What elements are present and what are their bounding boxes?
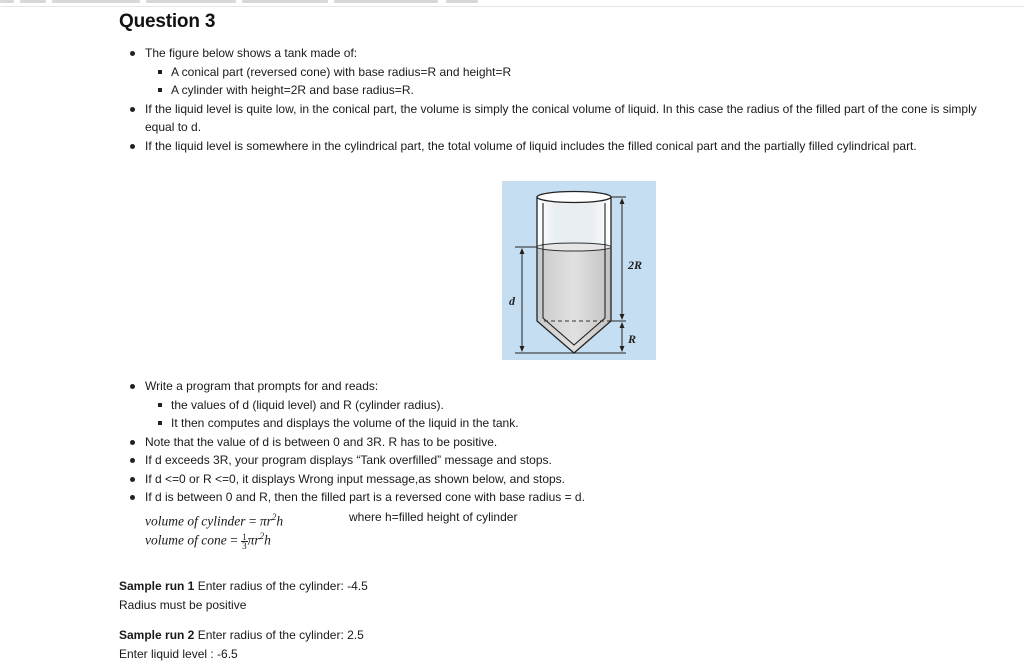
tab-stub[interactable]: [52, 0, 140, 3]
formula-block: [145, 508, 283, 546]
formula-eq: =: [230, 533, 238, 548]
task-bullet: If d is between 0 and R, then the filled part is a reversed cone with base radius = d.: [119, 488, 1009, 507]
tank-part-item: A conical part (reversed cone) with base radius=R and height=R: [145, 63, 1009, 82]
question-content: [119, 10, 1009, 155]
intro-bullet: If the liquid level is somewhere in the cylindrical part, the total volume of liquid includes the filled conical part and the partially filled cylindrical part.: [119, 137, 1009, 156]
sample-run-line: [119, 577, 368, 596]
task-bullet: If d exceeds 3R, your program displays “Tank overfilled” message and stops.: [119, 451, 1009, 470]
sample-run-1: [119, 577, 368, 614]
intro-bullet: [119, 44, 1009, 100]
task-bullet: [119, 377, 1009, 433]
question-title: Question 3: [119, 10, 1009, 34]
task-sub-item: the values of d (liquid level) and R (cylinder radius).: [145, 396, 1009, 415]
task-bullet-text: Write a program that prompts for and reads:: [145, 379, 378, 393]
tab-stub[interactable]: [446, 0, 478, 3]
task-bullet: If d <=0 or R <=0, it displays Wrong input message,as shown below, and stops.: [119, 470, 1009, 489]
formula-cone-rhs: πr: [248, 533, 260, 548]
sample-run-line: [119, 626, 364, 645]
sample-run-label: Sample run 1: [119, 579, 194, 593]
tank-part-item: A cylinder with height=2R and base radius=R.: [145, 81, 1009, 100]
sample-run-output: Enter liquid level : -6.5: [119, 645, 364, 663]
intro-list: [119, 44, 1009, 155]
formula-cyl-h: h: [276, 514, 283, 529]
dimension-d-arrow-up: [520, 248, 525, 254]
tab-stub[interactable]: [146, 0, 236, 3]
sample-run-prompt: Enter radius of the cylinder: 2.5: [198, 628, 364, 642]
dimension-2r-arrow-up: [620, 198, 625, 204]
task-sub-list: [145, 396, 1009, 433]
header-divider: [0, 6, 1024, 7]
formula-eq: =: [249, 514, 257, 529]
formula-cylinder: [145, 508, 283, 527]
label-2r: 2R: [627, 258, 642, 272]
formula-cone: [145, 527, 283, 546]
tab-stub[interactable]: [20, 0, 46, 3]
tank-figure: [502, 181, 656, 360]
dimension-d-arrow-down: [520, 346, 525, 352]
task-bullet: Note that the value of d is between 0 and 3R. R has to be positive.: [119, 433, 1009, 452]
formula-cone-exp: 2: [260, 531, 265, 541]
tab-stub[interactable]: [334, 0, 438, 3]
formula-cyl-note: where h=filled height of cylinder: [349, 508, 517, 527]
sample-run-label: Sample run 2: [119, 628, 194, 642]
formula-cone-lhs: volume of cone: [145, 533, 227, 548]
sample-run-2: [119, 626, 364, 663]
sample-run-output: Radius must be positive: [119, 596, 368, 615]
task-sub-item: It then computes and displays the volume of the liquid in the tank.: [145, 414, 1009, 433]
fraction-numerator: 1: [241, 533, 248, 542]
sample-run-prompt: Enter radius of the cylinder: -4.5: [198, 579, 368, 593]
dimension-2r-arrow-down: [620, 314, 625, 320]
cylinder-empty-section: [537, 197, 611, 247]
label-r: R: [627, 332, 636, 346]
intro-bullet-text: The figure below shows a tank made of:: [145, 46, 357, 60]
tab-stub[interactable]: [0, 0, 14, 3]
formula-cone-h: h: [264, 533, 271, 548]
tank-top-rim: [537, 192, 611, 203]
dimension-r-arrow-down: [620, 346, 625, 352]
fraction-denominator: 3: [241, 542, 248, 550]
label-d: d: [509, 294, 516, 308]
top-tab-strip: [0, 0, 1024, 8]
liquid-surface: [537, 243, 611, 251]
intro-bullet: If the liquid level is quite low, in the conical part, the volume is simply the conical volume of liquid. In this case the radius of the filled part of the cone is simply equal to d.: [119, 100, 1009, 137]
dimension-r-arrow-up: [620, 322, 625, 328]
tank-parts-list: [145, 63, 1009, 100]
tank-diagram: [502, 181, 656, 360]
formula-cyl-rhs: πr: [260, 514, 272, 529]
formula-cyl-lhs: volume of cylinder: [145, 514, 245, 529]
liquid-fill: [537, 247, 611, 353]
task-list: [119, 377, 1009, 507]
formula-cyl-exp: 2: [272, 512, 277, 522]
tab-stub[interactable]: [242, 0, 328, 3]
